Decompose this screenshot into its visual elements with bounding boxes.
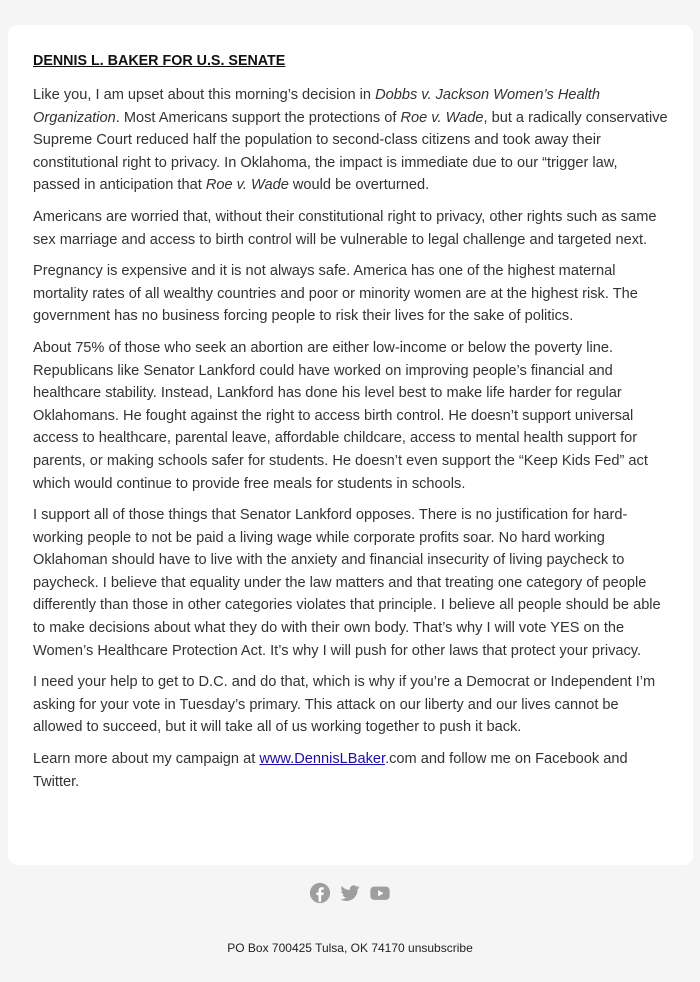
youtube-icon[interactable]	[369, 882, 391, 904]
footer	[0, 941, 700, 955]
case-name: Roe v. Wade	[205, 177, 289, 194]
paragraph-7: Learn more about my campaign at www.DennisLBaker.com and follow me on Facebook and Twitter.	[33, 751, 628, 790]
unsubscribe-link[interactable]: unsubscribe	[408, 941, 473, 955]
case-name: Roe v. Wade	[400, 109, 484, 126]
email-card	[8, 25, 693, 865]
paragraph-6: I need your help to get to D.C. and do that, which is why if you’re a Democrat or Independent I’m asking for your vote in Tuesday’s primary. This attack on our liberty and our lives cannot be allowed to succeed, but it will take all of us working together to push it back.	[33, 674, 656, 736]
paragraph-4: About 75% of those who seek an abortion are either low-income or below the poverty line. Republicans like Senator Lankford could have worked on improving people’s financial and healthcare stability. Instead, Lankford has done his level best to make life harder for regular Oklahomans. He fought against the right to access birth control. He doesn’t support universal access to healthcare, parental leave, affordable childcare, access to mental health support for parents, or making schools safer for students. He doesn’t even support the “Keep Kids Fed” act which would continue to provide free meals for students in schools.	[33, 339, 648, 492]
campaign-website-link[interactable]: www.DennisLBaker	[259, 751, 386, 768]
social-links	[0, 882, 700, 906]
case-name: Dobbs v. Jackson Women’s Health Organization	[33, 87, 601, 126]
email-heading: DENNIS L. BAKER FOR U.S. SENATE	[33, 53, 286, 69]
twitter-icon[interactable]	[339, 882, 361, 904]
footer-address: PO Box 700425 Tulsa, OK 74170	[227, 941, 405, 955]
facebook-icon[interactable]	[309, 882, 331, 904]
paragraph-1: Like you, I am upset about this morning’s decision in Dobbs v. Jackson Women’s Health Organization. Most Americans support the protections of Roe v. Wade, but a radically conservative Supreme Court reduced half the population to second-class citizens and took away their constitutional right to privacy. In Oklahoma, the impact is immediate due to our “trigger law, passed in anticipation that Roe v. Wade would be overturned.	[33, 87, 668, 194]
paragraph-5: I support all of those things that Senator Lankford opposes. There is no justification for hard-working people to not be paid a living wage while corporate profits soar. No hard working Oklahoman should have to live with the anxiety and financial insecurity of living paycheck to paycheck. I believe that equality under the law matters and that treating one category of people differently than those in other categories violates that principle. I believe all people should be able to make decisions about what they do with their own body. That’s why I will vote YES on the Women’s Healthcare Protection Act. It’s why I will push for other laws that protect your privacy.	[33, 507, 661, 659]
paragraph-2: Americans are worried that, without their constitutional right to privacy, other rights such as same sex marriage and access to birth control will be vulnerable to legal challenge and targeted next.	[33, 208, 657, 248]
paragraph-3: Pregnancy is expensive and it is not always safe. America has one of the highest maternal mortality rates of all wealthy countries and poor or minority women are at the highest risk. The government has no business forcing people to risk their lives for the sake of politics.	[33, 263, 638, 325]
